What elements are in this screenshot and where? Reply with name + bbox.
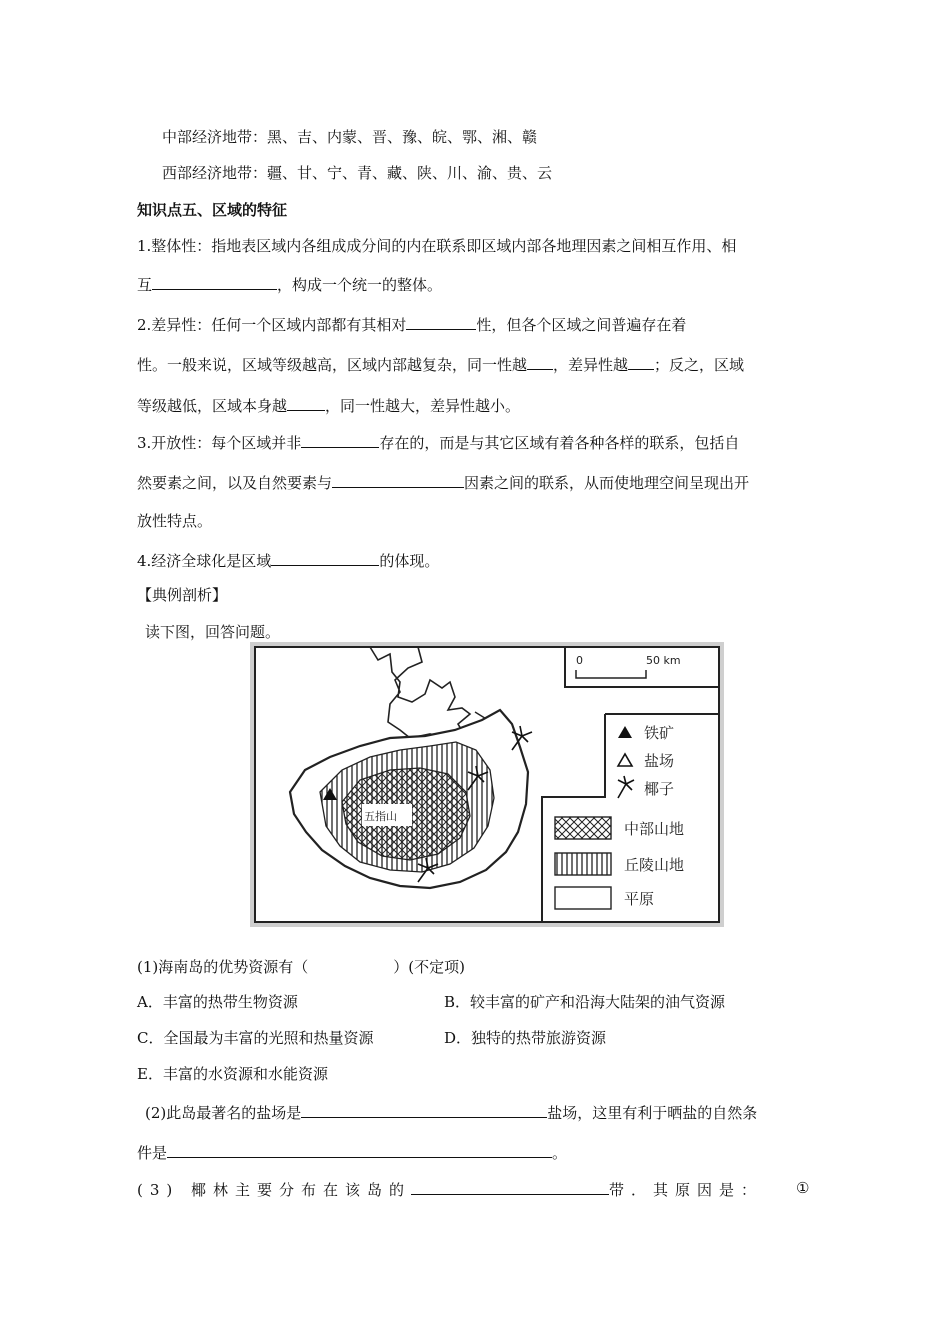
p3-suffix: 存在的，而是与其它区域有着各种各样的联系，包括自 (379, 434, 740, 452)
p1-line2 (137, 273, 442, 295)
answer-blank[interactable] (332, 471, 464, 488)
legend-iron-label: 铁矿 (644, 724, 675, 742)
scale-zero-label: 0 (576, 654, 583, 667)
q3-prefix: (3) 椰林主要分布在该岛的 (137, 1181, 412, 1199)
p2-line3 (137, 394, 520, 416)
q3-line (137, 1178, 763, 1200)
option-b: B．较丰富的矿产和沿海大陆架的油气资源 (444, 993, 726, 1011)
p2-part3: ；反之，区域 (654, 356, 745, 374)
p2-part2: ，差异性越 (553, 356, 629, 374)
p4-line (137, 549, 439, 571)
legend-salt-label: 盐场 (644, 752, 675, 770)
legend-plain-swatch (555, 887, 611, 909)
svg-text:五指山: 五指山 (364, 810, 397, 823)
p1-line1: 1.整体性：指地表区域内各组成成分间的内在联系即区域内部各地理因素之间相互作用、相 (137, 237, 737, 255)
p2-line1 (137, 313, 686, 335)
p2-line3-prefix: 等级越低，区域本身越 (137, 397, 288, 415)
answer-blank[interactable] (527, 353, 553, 370)
q2-line2-suffix: 。 (552, 1144, 568, 1162)
q1-line (137, 957, 465, 977)
p1-suffix: ，构成一个统一的整体。 (277, 276, 443, 294)
answer-blank[interactable] (301, 431, 379, 448)
scale-distance-label: 50 km (646, 654, 681, 667)
q2-suffix: 盐场，这里有利于晒盐的自然条 (547, 1104, 758, 1122)
legend-mountain-label: 中部山地 (624, 820, 685, 838)
p1-prefix: 互 (137, 276, 153, 294)
section-title: 知识点五、区域的特征 (137, 201, 288, 219)
p2-suffix: 性，但各个区域之间普遍存在着 (476, 316, 687, 334)
legend-mountain-swatch (555, 817, 611, 839)
option-c: C．全国最为丰富的光照和热量资源 (137, 1029, 374, 1047)
example-header: 【典例剖析】 (137, 586, 228, 604)
option-a: A．丰富的热带生物资源 (137, 993, 298, 1011)
q1-suffix: ）(不定项) (393, 958, 465, 976)
p2-line2 (137, 353, 744, 375)
answer-blank[interactable] (411, 1178, 609, 1195)
western-region-line: 西部经济地带：疆、甘、宁、青、藏、陕、川、渝、贵、云 (162, 164, 553, 182)
p3-line1 (137, 431, 739, 453)
answer-blank[interactable] (301, 1101, 547, 1118)
option-d: D．独特的热带旅游资源 (444, 1029, 607, 1047)
central-region-line: 中部经济地带：黑、吉、内蒙、晋、豫、皖、鄂、湘、赣 (162, 128, 538, 146)
answer-blank[interactable] (271, 549, 379, 566)
legend-plain-label: 平原 (624, 890, 655, 908)
p2-prefix: 2.差异性：任何一个区域内部都有其相对 (137, 316, 407, 334)
q2-line2 (137, 1141, 567, 1163)
answer-blank[interactable] (287, 394, 325, 411)
legend-hill-label: 丘陵山地 (624, 856, 685, 874)
answer-blank[interactable] (406, 313, 476, 330)
answer-blank[interactable] (152, 273, 277, 290)
q2-line2-prefix: 件是 (137, 1144, 168, 1162)
p3-line2-prefix: 然要素之间，以及自然要素与 (137, 474, 333, 492)
example-intro: 读下图，回答问题。 (145, 623, 281, 641)
q2-line1 (145, 1101, 757, 1123)
q3-suffix: 带．其原因是： (609, 1181, 764, 1199)
answer-blank[interactable] (628, 353, 654, 370)
hainan-map (250, 642, 724, 927)
answer-blank[interactable] (167, 1141, 552, 1158)
p2-line3-suffix: ，同一性越大，差异性越小。 (325, 397, 521, 415)
option-e: E．丰富的水资源和水能资源 (137, 1065, 328, 1083)
q3-number: ① (796, 1179, 810, 1197)
p2-part1: 性。一般来说，区域等级越高，区域内部越复杂，同一性越 (137, 356, 528, 374)
q1-prefix: (1)海南岛的优势资源有（ (137, 958, 309, 976)
q2-prefix: (2)此岛最著名的盐场是 (145, 1104, 302, 1122)
legend-hill-swatch (555, 853, 611, 875)
p4-prefix: 4.经济全球化是区域 (137, 552, 272, 570)
hainan-map-svg (250, 642, 724, 927)
p3-prefix: 3.开放性：每个区域并非 (137, 434, 302, 452)
p3-line2-suffix: 因素之间的联系，从而使地理空间呈现出开 (464, 474, 750, 492)
p3-line2 (137, 471, 749, 493)
p4-suffix: 的体现。 (379, 552, 440, 570)
legend-palm-label: 椰子 (644, 780, 675, 798)
p3-line3: 放性特点。 (137, 512, 213, 530)
